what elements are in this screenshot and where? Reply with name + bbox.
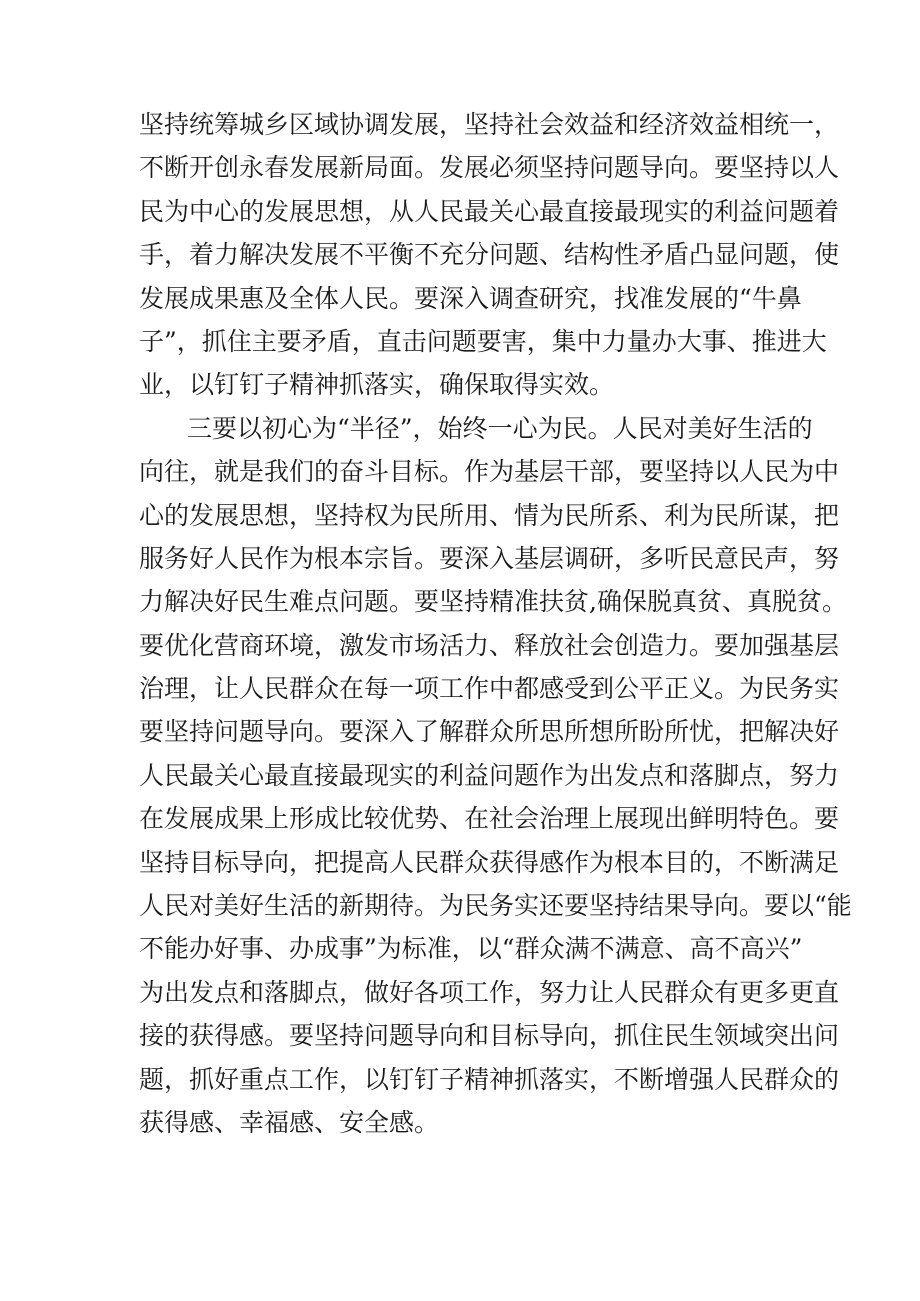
- text-line: 要坚持问题导向。要深入了解群众所思所想所盼所忧，把解决好: [139, 717, 840, 747]
- text-line: 向往，就是我们的奋斗目标。作为基层干部，要坚持以人民为中: [139, 457, 840, 487]
- text-line: 坚持目标导向，把提高人民群众获得感作为根本目的，不断满足: [139, 847, 840, 877]
- text-line: 民为中心的发展思想，从人民最关心最直接最现实的利益问题着: [139, 196, 840, 226]
- paragraph-start-line: 三要以初心为“半径”，始终一心为民。人民对美好生活的: [187, 413, 813, 443]
- text-line: 人民最关心最直接最现实的利益问题作为出发点和落脚点，努力: [139, 760, 840, 790]
- text-line: 在发展成果上形成比较优势、在社会治理上展现出鲜明特色。要: [139, 804, 840, 834]
- text-line: 力解决好民生难点问题。要坚持精准扶贫,确保脱真贫、真脱贫。: [139, 587, 847, 617]
- text-line: 题，抓好重点工作，以钉钉子精神抓落实，不断增强人民群众的: [139, 1064, 840, 1094]
- text-line: 不断开创永春发展新局面。发展必须坚持问题导向。要坚持以人: [139, 153, 840, 183]
- text-line: 获得感、幸福感、安全感。: [139, 1107, 440, 1137]
- text-line: 不能办好事、办成事”为标准，以“群众满不满意、高不高兴”: [139, 934, 803, 964]
- text-line: 治理，让人民群众在每一项工作中都感受到公平正义。为民务实: [139, 674, 840, 704]
- text-line: 手，着力解决发展不平衡不充分问题、结构性矛盾凸显问题，使: [139, 240, 840, 270]
- text-line: 坚持统筹城乡区域协调发展，坚持社会效益和经济效益相统一，: [139, 110, 840, 139]
- text-line: 发展成果惠及全体人民。要深入调查研究，找准发展的“牛鼻: [139, 283, 802, 313]
- text-line: 子”，抓住主要矛盾，直击问题要害，集中力量办大事、推进大: [139, 326, 827, 356]
- text-line: 服务好人民作为根本宗旨。要深入基层调研，多听民意民声，努: [139, 543, 840, 573]
- body-text: [139, 103, 852, 1144]
- text-line: 接的获得感。要坚持问题导向和目标导向，抓住民生领域突出问: [139, 1021, 840, 1051]
- text-line: 业，以钉钉子精神抓落实，确保取得实效。: [139, 370, 615, 400]
- text-line: 心的发展思想，坚持权为民所用、情为民所系、利为民所谋，把: [139, 500, 840, 530]
- text-line: 要优化营商环境，激发市场活力、释放社会创造力。要加强基层: [139, 630, 840, 660]
- text-line: 为出发点和落脚点，做好各项工作，努力让人民群众有更多更直: [139, 977, 840, 1007]
- text-line: 人民对美好生活的新期待。为民务实还要坚持结果导向。要以“能: [139, 891, 852, 921]
